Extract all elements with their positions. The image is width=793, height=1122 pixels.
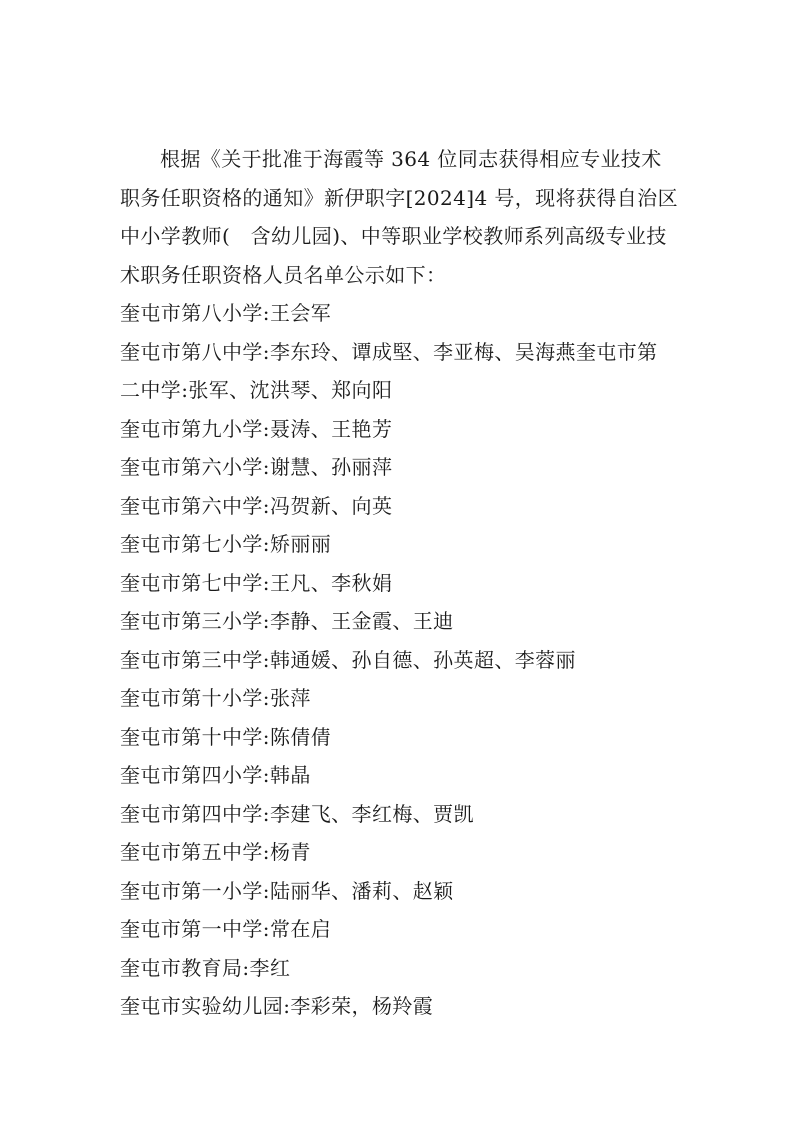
list-item: 奎屯市实验幼儿园:李彩荣，杨羚霞 xyxy=(120,994,434,1018)
list-item: 奎屯市第三中学:韩通媛、孙自德、孙英超、李蓉丽 xyxy=(120,647,576,672)
list-item: 奎屯市第七小学:矫丽丽 xyxy=(120,532,332,556)
list-item: 奎屯市第八小学:王会军 xyxy=(120,301,332,325)
list-item: 奎屯市第九小学:聂涛、王艳芳 xyxy=(120,416,393,441)
list-item: 奎屯市第四中学:李建飞、李红梅、贾凯 xyxy=(120,801,474,826)
list-item: 奎屯市第一中学:常在启 xyxy=(120,917,332,941)
list-item: 奎屯市第三小学:李静、王金霞、王迪 xyxy=(120,609,454,633)
list-item: 奎屯市第十中学:陈倩倩 xyxy=(120,724,332,749)
list-item: 奎屯市第六中学:冯贺新、向英 xyxy=(120,493,393,518)
document-body xyxy=(120,140,680,1026)
list-item: 奎屯市第一小学:陆丽华、潘莉、赵颖 xyxy=(120,878,454,903)
list-item: 奎屯市第十小学:张萍 xyxy=(120,686,311,710)
list-item: 奎屯市教育局:李红 xyxy=(120,955,291,980)
list-item: 奎屯市第八中学:李东玲、谭成堅、李亚梅、吴海燕奎屯市第二中学:张军、沈洪琴、郑向阳 xyxy=(120,339,658,402)
list-item: 奎屯市第七中学:王凡、李秋娟 xyxy=(120,570,393,595)
intro-paragraph: 根据《关于批准于海霞等 364 位同志获得相应专业技术职务任职资格的通知》新伊职字[2024]4 号，现将获得自治区中小学教师( 含幼儿园)、中等职业学校教师系列高级专业技术职务任职资格人员名单公示如下： xyxy=(120,147,678,287)
list-item: 奎屯市第六小学:谢慧、孙丽萍 xyxy=(120,455,393,479)
list-item: 奎屯市第四小学:韩晶 xyxy=(120,763,311,787)
list-item: 奎屯市第五中学:杨青 xyxy=(120,840,311,864)
